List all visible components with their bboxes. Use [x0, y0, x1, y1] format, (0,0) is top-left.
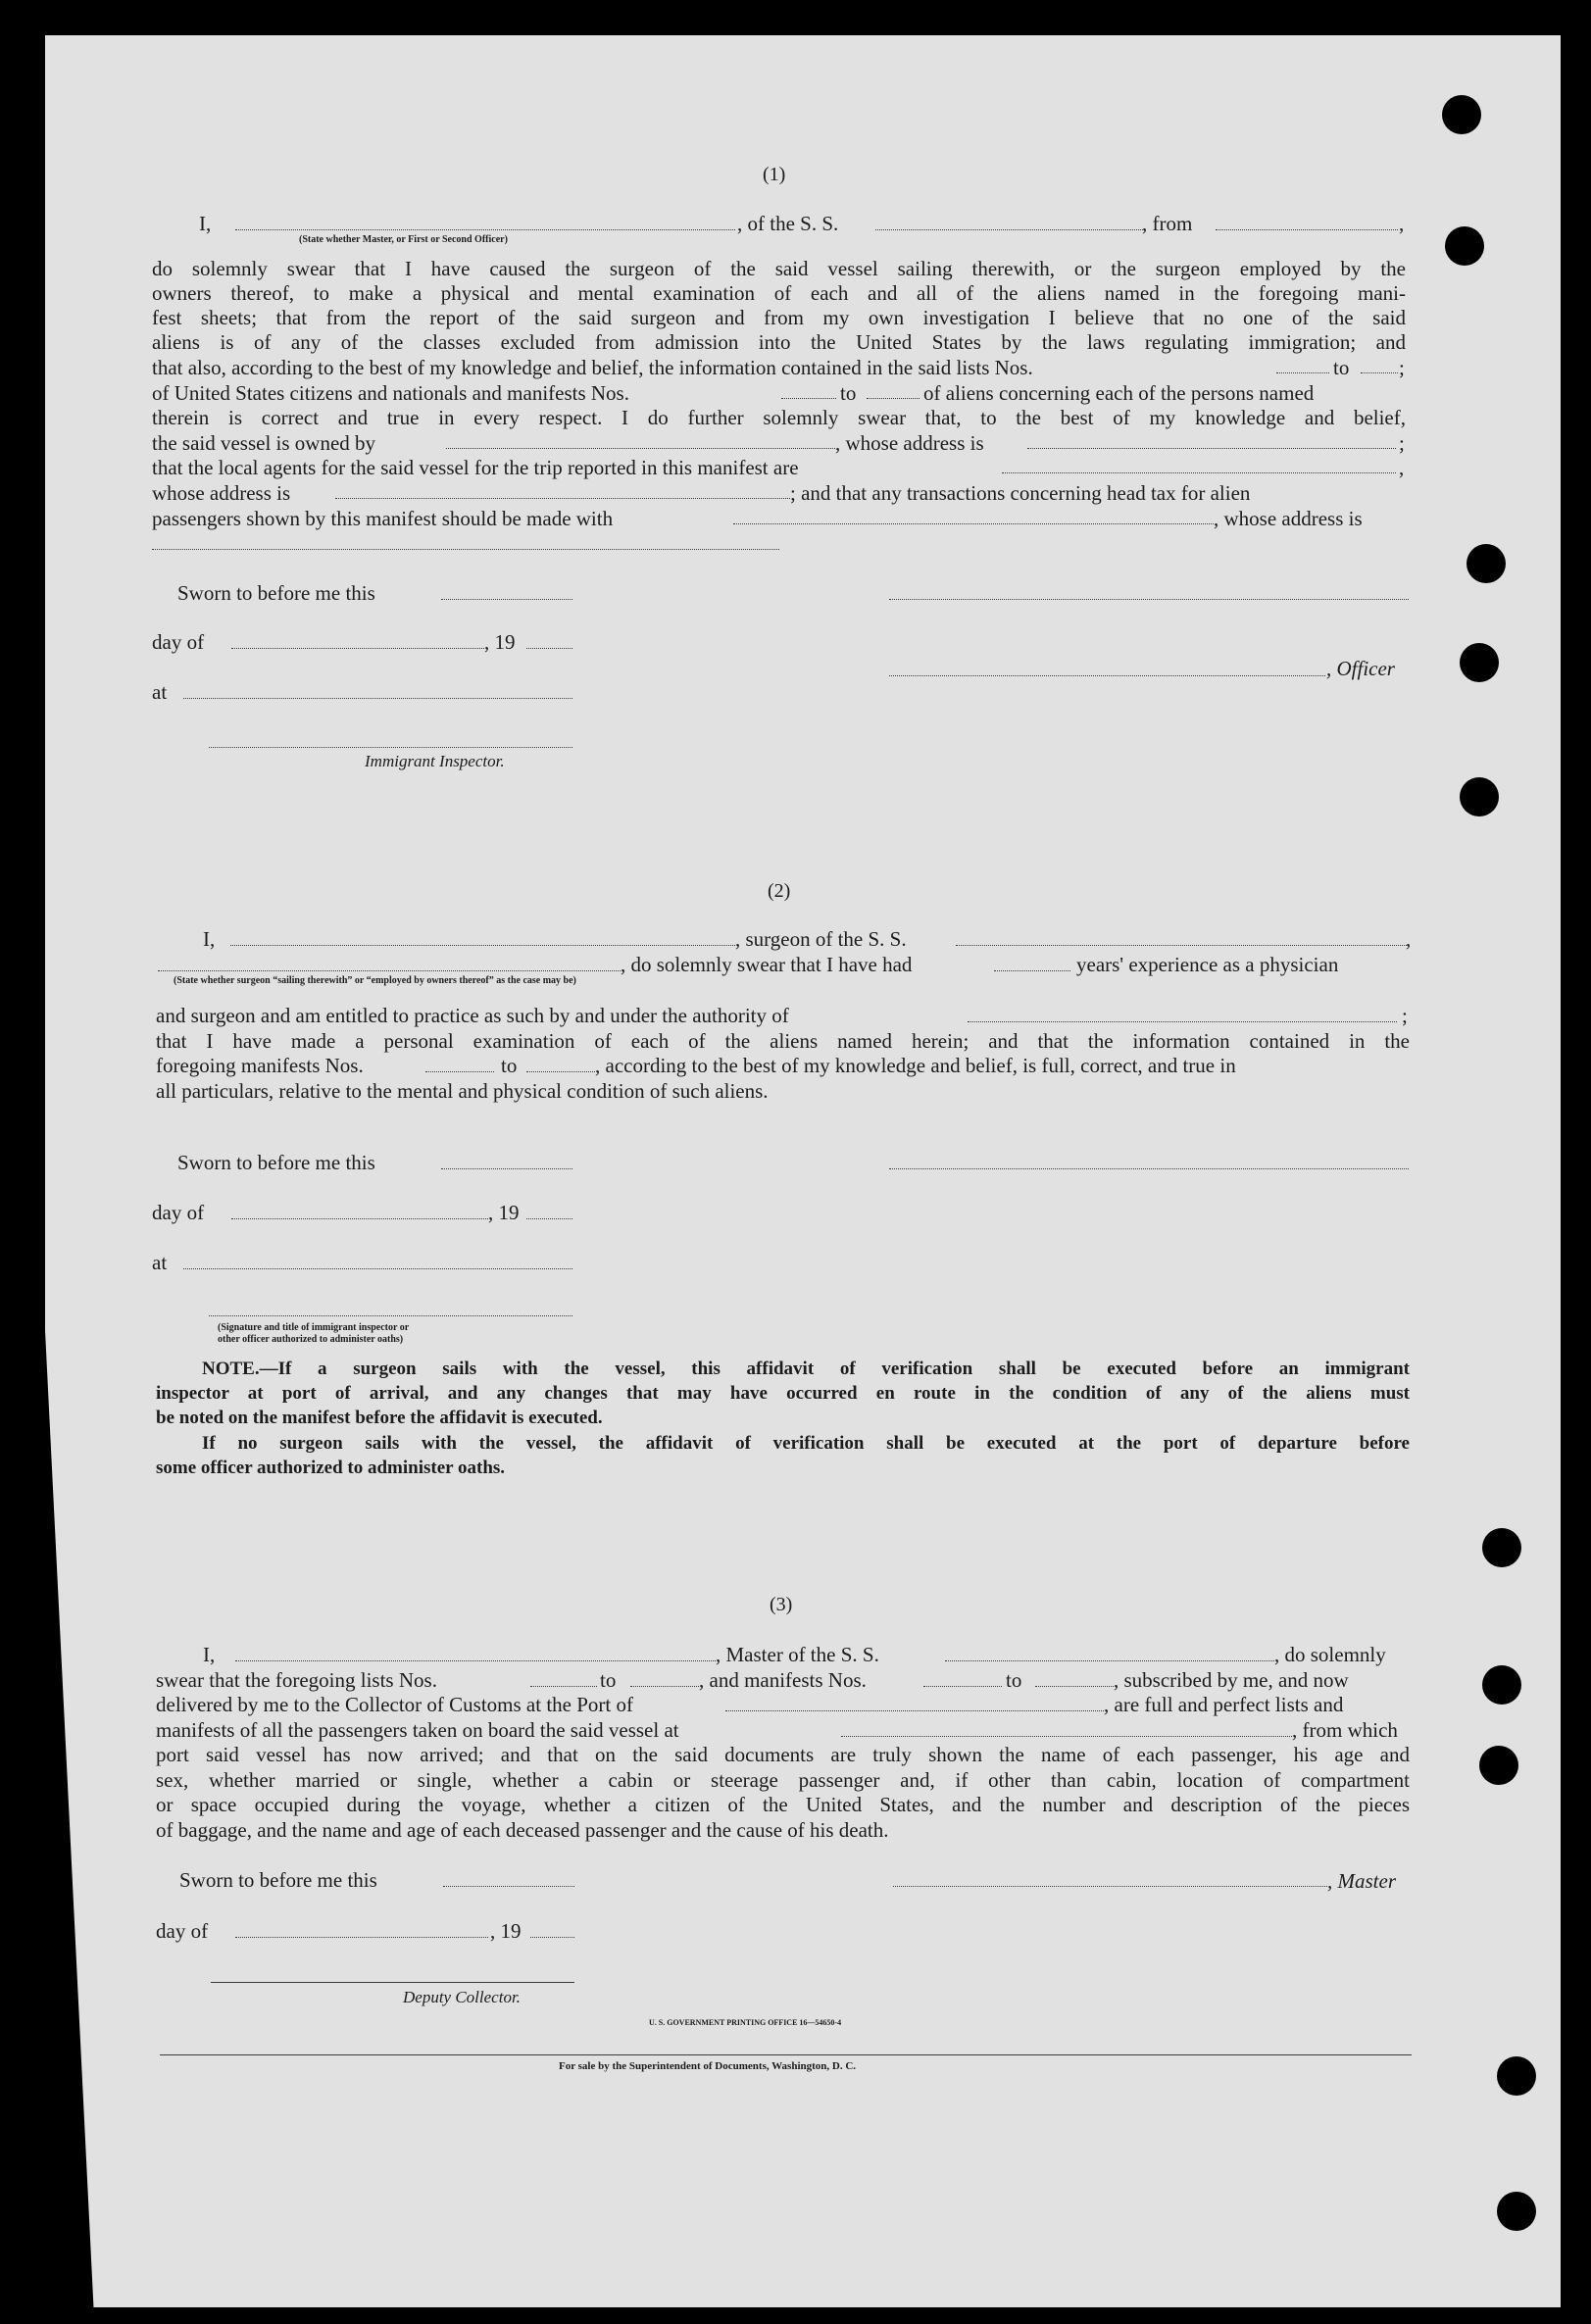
- s3-text-line: port said vessel has now arrived; and that on the said documents are truly shown the name of each passenger, his age and: [156, 1743, 1410, 1766]
- s2-note2-line: If no surgeon sails with the vessel, the affidavit of verification shall be executed at the port of departure before: [202, 1433, 1410, 1454]
- s1-owner-address-label: , whose address is: [835, 431, 984, 455]
- s1-owner-address-blank[interactable]: [1027, 448, 1396, 449]
- section-2-number: (2): [768, 880, 791, 902]
- s3-manifests-from-blank[interactable]: [923, 1686, 1002, 1687]
- s1-inspector-signature-blank[interactable]: [209, 747, 572, 748]
- s3-lists-to-blank[interactable]: [630, 1686, 699, 1687]
- s1-officer-name-blank[interactable]: [235, 229, 735, 230]
- s1-at-label: at: [152, 680, 168, 704]
- s2-day-of-label: day of: [152, 1201, 205, 1224]
- s3-year-blank[interactable]: [530, 1937, 574, 1938]
- s3-manifests-label: , and manifests Nos.: [699, 1668, 867, 1692]
- s1-passengers-text: passengers shown by this manifest should be made with: [152, 507, 614, 530]
- s2-physician-text: years' experience as a physician: [1076, 953, 1339, 976]
- punch-hole: [1482, 1665, 1521, 1705]
- s2-manifests-from-blank[interactable]: [425, 1071, 494, 1072]
- s2-authority-blank[interactable]: [968, 1021, 1397, 1022]
- s3-last-line: of baggage, and the name and age of each deceased passenger and the cause of his death.: [156, 1818, 889, 1842]
- s2-sworn-day-blank[interactable]: [441, 1168, 572, 1169]
- s3-month-blank[interactable]: [235, 1937, 488, 1938]
- s1-comma: ,: [1399, 212, 1405, 235]
- s3-text-line: sex, whether married or single, whether a cabin or steerage passenger and, if other than cabin, location of compartment: [156, 1768, 1410, 1792]
- s1-manifests-to: to: [840, 381, 857, 405]
- s1-day-of-label: day of: [152, 630, 205, 654]
- s1-headtax-text: ; and that any transactions concerning head tax for alien: [790, 481, 1251, 505]
- s3-deputy-label: Deputy Collector.: [403, 1988, 521, 2006]
- footer-printing-office: U. S. GOVERNMENT PRINTING OFFICE 16—54650-4: [649, 2018, 842, 2027]
- punch-hole: [1445, 226, 1484, 266]
- s1-owned-text: the said vessel is owned by: [152, 431, 376, 455]
- s2-signature-hint-2: other officer authorized to administer oaths): [218, 1334, 404, 1345]
- s1-owner-blank[interactable]: [446, 448, 835, 449]
- s1-lists-from-blank[interactable]: [1276, 372, 1329, 373]
- s2-note-text: —If a surgeon sails with the vessel, this affidavit of verification shall be executed before an immigrant: [259, 1359, 1410, 1379]
- s3-perfect-lists: , are full and perfect lists and: [1104, 1693, 1344, 1716]
- s2-manifests-to-blank[interactable]: [526, 1071, 595, 1072]
- s1-correct-line: therein is correct and true in every respect. I do further solemnly swear that, to the best of my knowledge and belief,: [152, 406, 1406, 429]
- s1-agents-address-blank[interactable]: [335, 498, 790, 499]
- s2-note-label: NOTE.: [202, 1359, 260, 1379]
- s2-at-label: at: [152, 1251, 168, 1274]
- s1-officer-signature-blank[interactable]: [889, 675, 1325, 676]
- s3-delivered-text: delivered by me to the Collector of Customs at the Port of: [156, 1693, 633, 1716]
- s1-semicolon: ;: [1399, 356, 1405, 379]
- s2-surgeon-hint: (State whether surgeon “sailing therewith” or “employed by owners thereof” as the case may be): [174, 975, 576, 986]
- s3-text-line: or space occupied during the voyage, whether a citizen of the United States, and the number and description of the pieces: [156, 1793, 1410, 1816]
- s2-year-label: , 19: [488, 1201, 520, 1224]
- s2-semicolon: ;: [1402, 1004, 1408, 1027]
- s2-signature-hint: (Signature and title of immigrant inspector or: [218, 1322, 410, 1333]
- section-1-number: (1): [763, 164, 786, 185]
- s1-manifests-from-blank[interactable]: [781, 398, 836, 399]
- s3-solemnly: , do solemnly: [1274, 1643, 1386, 1666]
- s1-sworn-label: Sworn to before me this: [177, 581, 375, 605]
- s3-manifests-to: to: [1006, 1668, 1022, 1692]
- section-3-number: (3): [770, 1594, 793, 1615]
- s1-manifests-text: of United States citizens and nationals and manifests Nos.: [152, 381, 629, 405]
- s1-of-ss-label: , of the S. S.: [737, 212, 839, 235]
- s1-text-line: do solemnly swear that I have caused the surgeon of the said vessel sailing therewith, or the surgeon employed by the: [152, 257, 1406, 280]
- s2-note-line: be noted on the manifest before the affidavit is executed.: [156, 1408, 603, 1428]
- s2-comma: ,: [1406, 927, 1412, 951]
- punch-hole: [1467, 544, 1506, 583]
- s1-officer-hint: (State whether Master, or First or Second Officer): [299, 234, 508, 245]
- s3-lists-label: swear that the foregoing lists Nos.: [156, 1668, 437, 1692]
- s1-lists-text: that also, according to the best of my knowledge and belief, the information contained in the said lists Nos.: [152, 356, 1033, 379]
- s2-note-line: inspector at port of arrival, and any changes that may have occurred en route in the condition of any of the aliens must: [156, 1383, 1410, 1404]
- s3-manifests-to-blank[interactable]: [1035, 1686, 1114, 1687]
- s3-port-blank[interactable]: [725, 1710, 1104, 1711]
- s2-note2-line: some officer authorized to administer oaths.: [156, 1458, 506, 1478]
- s1-year-label: , 19: [484, 630, 516, 654]
- s1-whose-address-label: whose address is: [152, 481, 291, 505]
- s1-at-place-blank[interactable]: [183, 698, 572, 699]
- s1-officer-label: , Officer: [1326, 657, 1395, 680]
- punch-hole: [1497, 2056, 1536, 2096]
- s1-headtax-agent-blank[interactable]: [733, 523, 1214, 524]
- s1-ship-name-blank[interactable]: [875, 229, 1143, 230]
- s3-i-label: I,: [203, 1643, 216, 1666]
- s2-manifests-to: to: [501, 1054, 518, 1077]
- punch-hole: [1497, 2192, 1536, 2231]
- s2-surgeon-ss-label: , surgeon of the S. S.: [735, 927, 907, 951]
- s2-inspector-signature-blank[interactable]: [209, 1315, 572, 1316]
- punch-hole: [1482, 1528, 1521, 1567]
- s2-surgeon-signature-blank[interactable]: [889, 1168, 1409, 1169]
- s2-year-blank[interactable]: [526, 1218, 572, 1219]
- s3-year-label: , 19: [490, 1919, 522, 1943]
- s3-subscribed: , subscribed by me, and now: [1114, 1668, 1349, 1692]
- s2-sworn-label: Sworn to before me this: [177, 1151, 375, 1174]
- s1-agents-blank[interactable]: [1002, 472, 1396, 473]
- punch-hole: [1460, 777, 1499, 816]
- s1-text-line: aliens is of any of the classes excluded from admission into the United States by the laws regulating immigration; and: [152, 330, 1406, 354]
- s3-boarding-port-blank[interactable]: [841, 1736, 1292, 1737]
- s1-text-line: owners thereof, to make a physical and mental examination of each and all of the aliens named in the foregoing mani-: [152, 281, 1406, 305]
- footer-sale-note: For sale by the Superintendent of Documents, Washington, D. C.: [559, 2060, 857, 2072]
- s2-years-blank[interactable]: [994, 970, 1070, 971]
- s1-sworn-day-blank[interactable]: [441, 599, 572, 600]
- s2-exam-line: that I have made a personal examination of each of the aliens named herein; and that the information contained in the: [156, 1029, 1410, 1053]
- s3-master-signature-blank[interactable]: [893, 1886, 1327, 1887]
- s1-year-blank[interactable]: [526, 648, 572, 649]
- footer-rule: [160, 2054, 1412, 2055]
- s1-semicolon-2: ;: [1399, 431, 1405, 455]
- s1-inspector-label: Immigrant Inspector.: [365, 752, 505, 770]
- s3-master-label: , Master: [1327, 1869, 1396, 1893]
- s3-sworn-label: Sworn to before me this: [179, 1868, 377, 1892]
- s1-from-port-blank[interactable]: [1216, 229, 1398, 230]
- s2-at-place-blank[interactable]: [183, 1268, 572, 1269]
- s1-text-line: fest sheets; that from the report of the said surgeon and from my own investigation I believe that no one of the said: [152, 306, 1406, 329]
- s3-lists-from-blank[interactable]: [530, 1686, 597, 1687]
- s2-last-line: all particulars, relative to the mental and physical condition of such aliens.: [156, 1079, 769, 1103]
- s3-ship-name-blank[interactable]: [945, 1660, 1274, 1661]
- s3-sworn-day-blank[interactable]: [443, 1886, 574, 1887]
- punch-hole: [1442, 95, 1481, 134]
- s1-officer-signature-top-blank[interactable]: [889, 599, 1409, 600]
- s1-manifests-to-blank[interactable]: [867, 398, 920, 399]
- s1-agents-text: that the local agents for the said vessel for the trip reported in this manifest are: [152, 456, 799, 479]
- s3-master-ss-label: , Master of the S. S.: [716, 1643, 879, 1666]
- s1-comma-2: ,: [1399, 456, 1405, 479]
- s1-lists-to: to: [1333, 356, 1350, 379]
- punch-hole: [1479, 1746, 1518, 1785]
- punch-hole: [1460, 643, 1499, 682]
- s2-i-label: I,: [203, 927, 216, 951]
- s2-ship-name-blank[interactable]: [956, 945, 1407, 946]
- s3-collector-signature-blank[interactable]: [211, 1982, 574, 1983]
- s3-from-which: , from which: [1292, 1718, 1398, 1742]
- s3-manifests-text: manifests of all the passengers taken on board the said vessel at: [156, 1718, 679, 1742]
- s2-month-blank[interactable]: [231, 1218, 488, 1219]
- s1-i-label: I,: [199, 212, 212, 235]
- s3-lists-to: to: [600, 1668, 617, 1692]
- s1-month-blank[interactable]: [231, 648, 484, 649]
- s3-day-of-label: day of: [156, 1919, 209, 1943]
- s2-manifests-label: foregoing manifests Nos.: [156, 1054, 364, 1077]
- s1-headtax-address-blank[interactable]: [152, 549, 779, 550]
- s1-manifests-text-2: of aliens concerning each of the persons named: [923, 381, 1315, 405]
- s3-master-name-blank[interactable]: [235, 1660, 716, 1661]
- s2-surgeon-name-blank[interactable]: [230, 945, 735, 946]
- s2-sailing-status-blank[interactable]: [158, 970, 621, 971]
- s1-lists-to-blank[interactable]: [1361, 372, 1398, 373]
- s2-note-line-1: [156, 1357, 1410, 1382]
- s1-from-label: , from: [1142, 212, 1193, 235]
- s2-authority-text: and surgeon and am entitled to practice as such by and under the authority of: [156, 1004, 789, 1027]
- s2-experience-text: , do solemnly swear that I have had: [621, 953, 913, 976]
- s2-manifests-text: , according to the best of my knowledge and belief, is full, correct, and true in: [595, 1054, 1236, 1077]
- s1-passengers-address-label: , whose address is: [1214, 507, 1363, 530]
